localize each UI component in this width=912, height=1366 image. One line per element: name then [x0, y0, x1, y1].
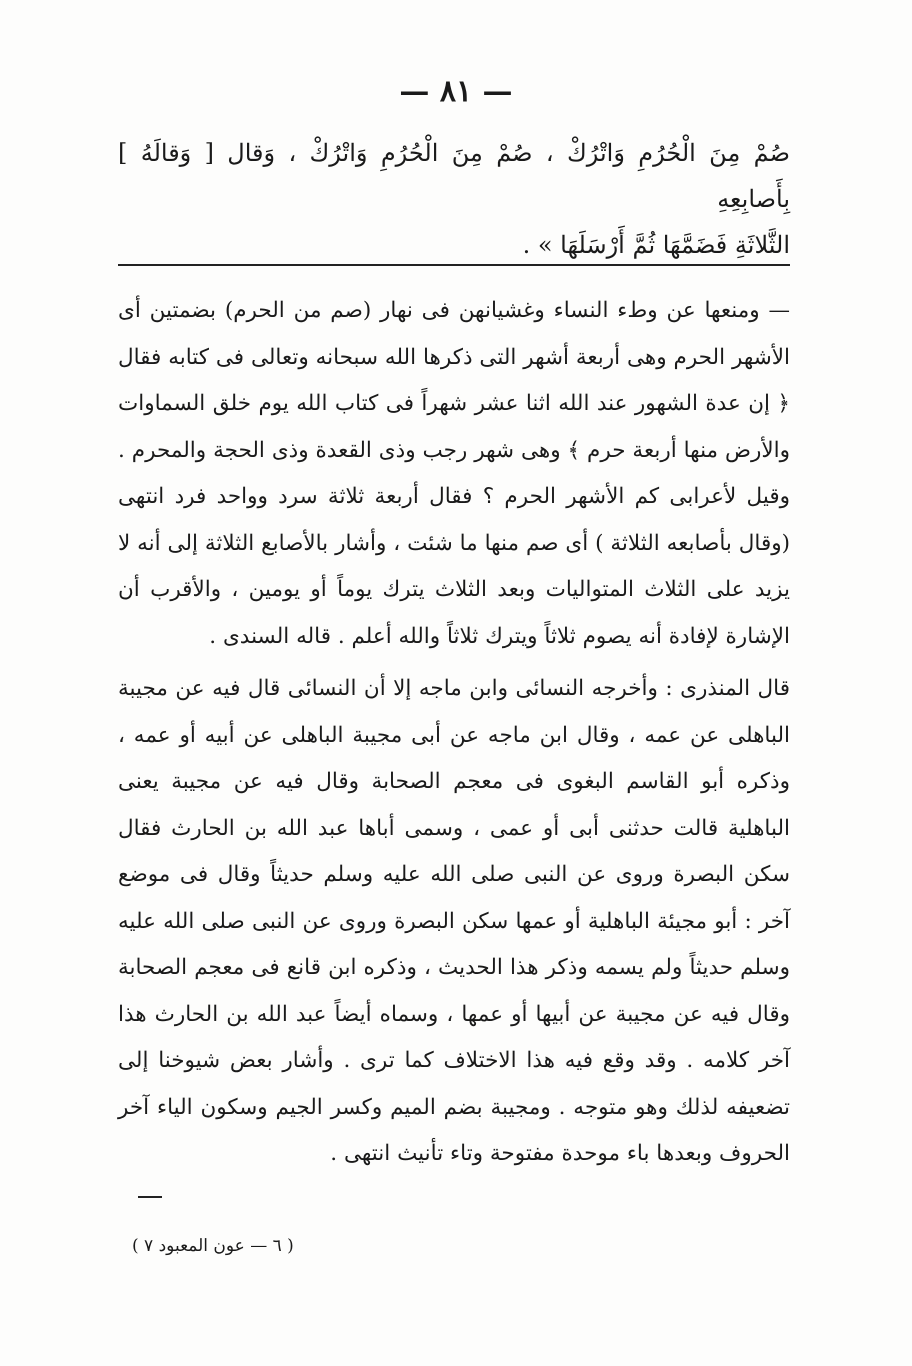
commentary-text — [118, 288, 790, 1178]
commentary-paragraph-2: قال المنذرى : وأخرجه النسائى وابن ماجه إلا أن النسائى قال فيه عن مجيبة الباهلى عن عمه ، وقال ابن ماجه عن أبى مجيبة الباهلى عن أبيه أو عمه ، وذكره أبو القاسم البغوى فى معجم الصحابة وقال فيه عن مجيبة يعنى الباهلية قالت حدثنى أبى أو عمى ، وسمى أباها عبد الله بن الحارث فقال سكن البصرة وروى عن النبى صلى الله عليه وسلم حديثاً وقال فى موضع آخر : أبو مجيئة الباهلية أو عمها سكن البصرة وروى عن النبى صلى الله عليه وسلم حديثاً ولم يسمه وذكر هذا الحديث ، وذكره ابن قانع فى معجم الصحابة وقال فيه عن مجيبة عن أبيها أو عمها ، وسماه أيضاً عبد الله بن الحارث هذا آخر كلامه . وقد وقع فيه هذا الاختلاف كما ترى . وأشار بعض شيوخنا إلى تضعيفه لذلك وهو متوجه . ومجيبة بضم الميم وكسر الجيم وسكون الياء آخر الحروف وبعدها باء موحدة مفتوحة وتاء تأنيث انتهى . — [118, 676, 790, 1166]
separator-rule — [118, 264, 790, 266]
hadith-text — [118, 130, 790, 268]
commentary-paragraph-1: — ومنعها عن وطء النساء وغشيانهن فى نهار (صم من الحرم) بضمتين أى الأشهر الحرم وهى أربعة أشهر التى ذكرها الله سبحانه وتعالى فى كتابه فقال ﴿ إن عدة الشهور عند الله اثنا عشر شهراً فى كتاب الله يوم خلق السماوات والأرض منها أربعة حرم ﴾ وهى شهر رجب وذى القعدة وذى الحجة والمحرم . وقيل لأعرابى كم الأشهر الحرم ؟ فقال أربعة ثلاثة سرد وواحد فرد انتهى (وقال بأصابعه الثلاثة ) أى صم منها ما شئت ، وأشار بالأصابع الثلاثة إلى أنه لا يزيد على الثلاث المتواليات وبعد الثلاث يترك يوماً أو يومين ، والأقرب أن الإشارة لإفادة أنه يصوم ثلاثاً ويترك ثلاثاً والله أعلم . قاله السندى . — [118, 298, 790, 649]
page-number: — ٨١ — — [399, 74, 513, 109]
end-dash — [138, 1196, 162, 1198]
hadith-line-1: صُمْ مِنَ الْحُرُمِ وَاتْرُكْ ، صُمْ مِنَ الْحُرُمِ وَاتْرُكْ ، وَقال [ وَقالَهُ ] بِأَصابِعِهِ — [118, 139, 790, 213]
printer-signature: ( ٦ — عون المعبود ٧ ) — [132, 1236, 294, 1256]
hadith-line-2: الثَّلاثَةِ فَضَمَّهَا ثُمَّ أَرْسَلَهَا » . — [522, 231, 790, 259]
